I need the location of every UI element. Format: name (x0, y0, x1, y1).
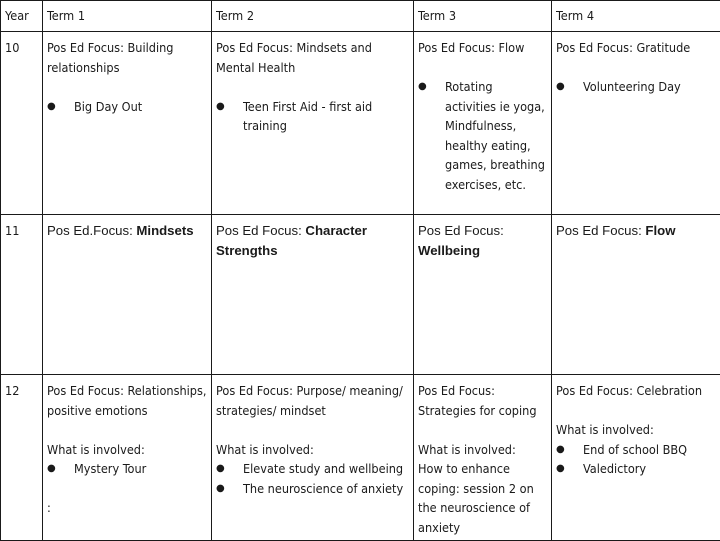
list-item: ● Volunteering Day (556, 77, 716, 97)
focus-prefix: Pos Ed Focus: (418, 223, 504, 238)
list-item: ● The neuroscience of anxiety (216, 479, 409, 499)
focus-prefix: Pos Ed Focus: (556, 223, 645, 238)
header-term-3: Term 3 (414, 1, 552, 32)
activity-list (556, 77, 716, 97)
focus-text: Pos Ed Focus: Flow (418, 38, 547, 58)
table-row-year-11 (1, 215, 720, 375)
focus-text: Pos Ed Focus: Celebration (556, 381, 716, 401)
involved-label: What is involved: (556, 420, 716, 440)
year-cell: 11 (1, 215, 43, 375)
list-item: ● Elevate study and wellbeing (216, 459, 409, 479)
year-12-term-2-cell (212, 375, 414, 541)
header-term-2: Term 2 (212, 1, 414, 32)
focus-text: Pos Ed Focus: Strategies for coping (418, 381, 547, 420)
focus-prefix: Pos Ed.Focus: (47, 223, 136, 238)
focus-prefix: Pos Ed Focus: (216, 223, 305, 238)
list-item: ● End of school BBQ (556, 440, 716, 460)
focus-text: Pos Ed Focus: Building relationships (47, 38, 207, 77)
activity-list (216, 97, 409, 136)
activity-list (418, 77, 547, 194)
year-cell: 12 (1, 375, 43, 541)
focus-value: Character Strengths (216, 223, 367, 258)
list-item: ● Teen First Aid - first aid training (216, 97, 409, 136)
table-row-year-12 (1, 375, 720, 541)
year-10-term-1-cell (43, 32, 212, 215)
table-row-year-10 (1, 32, 720, 215)
year-11-term-4-cell (552, 215, 720, 375)
header-term-1: Term 1 (43, 1, 212, 32)
list-item: ● Rotating activities ie yoga, Mindfulness, healthy eating, games, breathing exercises, etc. (418, 77, 547, 194)
activity-list (216, 459, 409, 498)
year-cell: 10 (1, 32, 43, 215)
year-10-term-3-cell (414, 32, 552, 215)
year-11-term-1-cell (43, 215, 212, 375)
focus-text: Pos Ed Focus: Gratitude (556, 38, 716, 58)
year-10-term-2-cell (212, 32, 414, 215)
involved-text: How to enhance coping: session 2 on the neuroscience of anxiety (418, 459, 547, 537)
focus-text: Pos Ed Focus: Relationships, positive emotions (47, 381, 207, 420)
year-12-term-1-cell (43, 375, 212, 541)
trailing-colon: : (47, 498, 207, 518)
activity-list (556, 440, 716, 479)
focus-value: Flow (645, 223, 675, 238)
involved-label: What is involved: (47, 440, 207, 460)
focus-text: Pos Ed Focus: Mindsets and Mental Health (216, 38, 409, 77)
involved-label: What is involved: (418, 440, 547, 460)
activity-list (47, 97, 207, 117)
list-item: ● Valedictory (556, 459, 716, 479)
header-term-4: Term 4 (552, 1, 720, 32)
focus-value: Mindsets (136, 223, 193, 238)
list-item: ● Mystery Tour (47, 459, 207, 479)
header-year: Year (1, 1, 43, 32)
list-item: ● Big Day Out (47, 97, 207, 117)
involved-label: What is involved: (216, 440, 409, 460)
year-10-term-4-cell (552, 32, 720, 215)
focus-text: Pos Ed Focus: Purpose/ meaning/ strategies/ mindset (216, 381, 409, 420)
year-12-term-3-cell (414, 375, 552, 541)
focus-value: Wellbeing (418, 243, 480, 258)
activity-list (47, 459, 207, 479)
year-11-term-2-cell (212, 215, 414, 375)
year-11-term-3-cell (414, 215, 552, 375)
year-12-term-4-cell (552, 375, 720, 541)
table-header-row (1, 1, 720, 32)
